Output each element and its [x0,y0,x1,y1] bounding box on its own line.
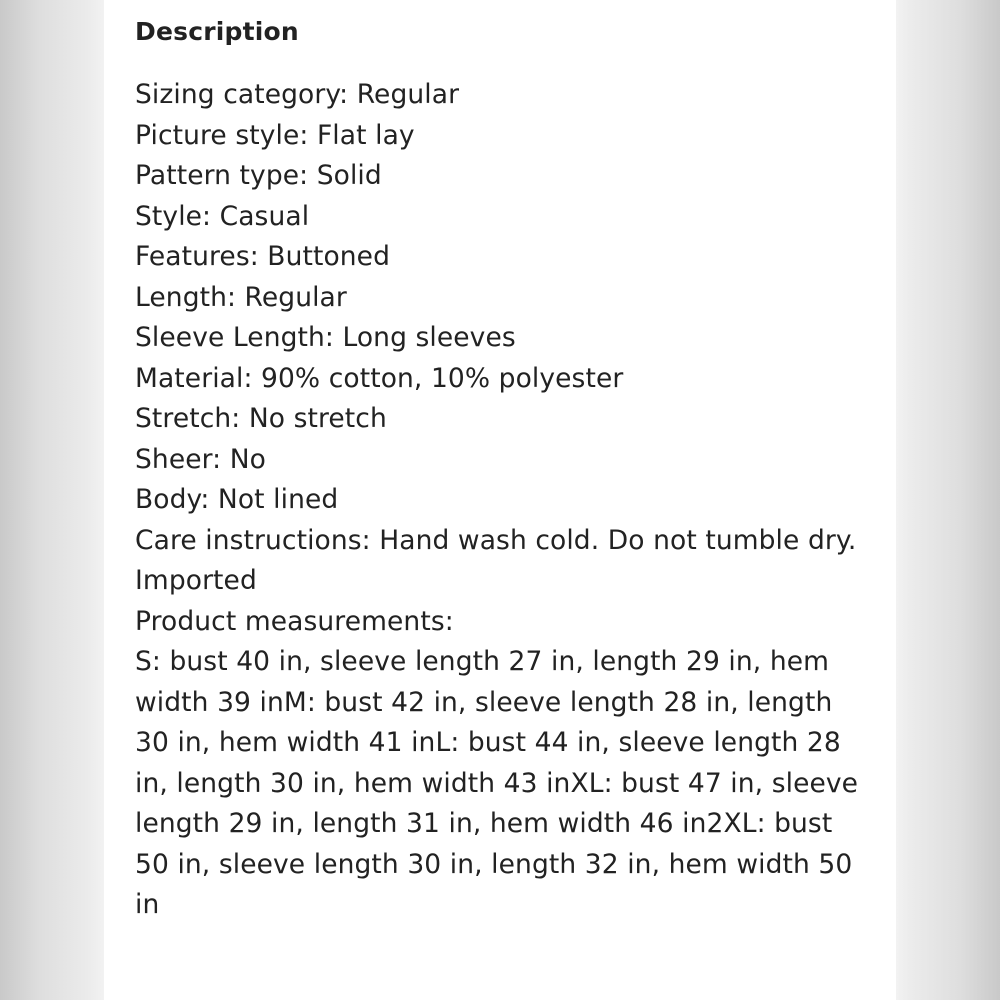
picture-style-line: Picture style: Flat lay [135,119,415,151]
product-measurements-text: S: bust 40 in, sleeve length 27 in, length 29 in, hem width 39 inM: bust 42 in, sleeve length 28 in, length 30 in, hem width 41 inL: bust 44 in, sleeve length 28 in, length 30 in, hem width 43 inXL: bust 47 in, sleeve length 29 in, length 31 in, hem width 46 in2XL: bust 50 in, sleeve length 30 in, length 32 in, hem width 50 in [135,646,859,920]
description-card [104,0,896,1000]
material-line: Material: 90% cotton, 10% polyester [135,362,624,394]
sheer-line: Sheer: No [135,443,266,475]
pattern-type-line: Pattern type: Solid [135,160,382,191]
stretch-line: Stretch: No stretch [135,403,387,434]
imported-line: Imported [135,565,257,596]
style-line: Style: Casual [135,200,310,232]
care-instructions-line: Care instructions: Hand wash cold. Do not tumble dry. [135,524,857,556]
product-measurements-heading: Product measurements: [135,605,454,637]
sleeve-length-line: Sleeve Length: Long sleeves [135,322,516,353]
length-line: Length: Regular [135,281,347,313]
sizing-category-line: Sizing category: Regular [135,79,460,110]
description-body [135,75,870,926]
features-line: Features: Buttoned [135,241,390,272]
section-title: Description [135,17,299,46]
body-line: Body: Not lined [135,484,339,515]
